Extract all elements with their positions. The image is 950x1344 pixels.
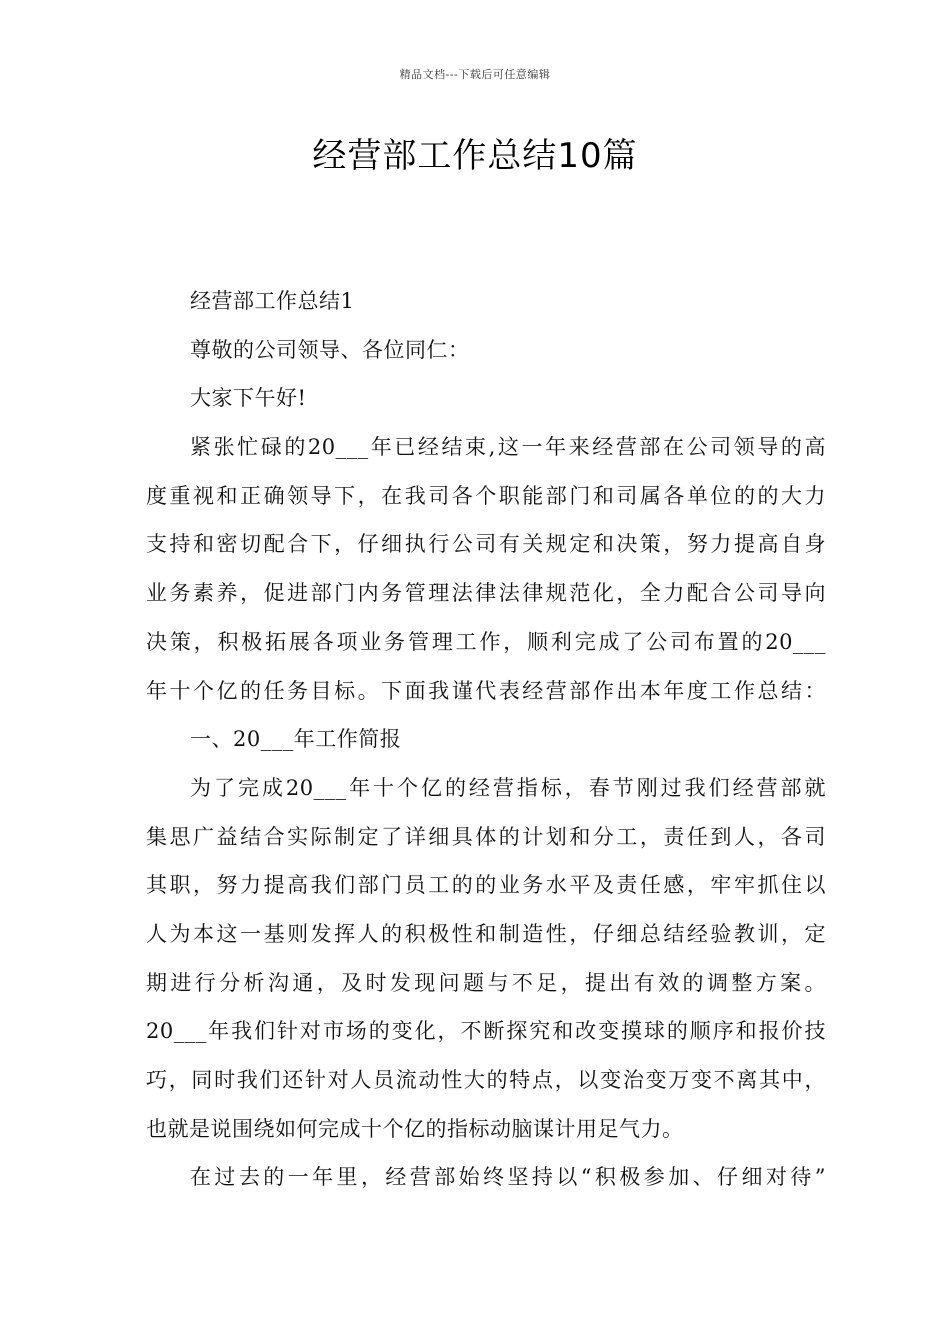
paragraph-line: 为了完成20___年十个亿的经营指标，春节刚过我们经营部就 (190, 775, 826, 800)
paragraph-line: 也就是说围绕如何完成十个亿的指标动脑谋计用足气力。 (146, 1116, 684, 1141)
paragraph-line: 人为本这一基则发挥人的积极性和制造性，仔细总结经验教训，定 (146, 921, 826, 946)
document-body (146, 283, 826, 1208)
paragraph-line: 巧，同时我们还针对人员流动性大的特点，以变治变万变不离其中， (146, 1068, 826, 1092)
paragraph-line: 决策，积极拓展各项业务管理工作，顺利完成了公司布置的20___ (146, 629, 826, 654)
paragraph-line: 紧张忙碌的20___年已经结束,这一年来经营部在公司领导的高 (190, 435, 826, 460)
paragraph-line: 20___年我们针对市场的变化，不断探究和改变摸球的顺序和报价技 (146, 1019, 826, 1044)
document-title: 经营部工作总结10篇 (312, 136, 638, 176)
paragraph-line: 业务素养，促进部门内务管理法律法律规范化，全力配合公司导向 (146, 581, 826, 606)
paragraph-line: 大家下午好! (190, 386, 307, 411)
paragraph-line: 在过去的一年里，经营部始终坚持以“积极参加、仔细对待” (190, 1165, 826, 1190)
paragraph-line: 其职，努力提高我们部门员工的的业务水平及责任感，牢牢抓住以 (146, 873, 826, 898)
paragraph-line: 支持和密切配合下，仔细执行公司有关规定和决策，努力提高自身 (146, 532, 826, 557)
header-watermark: 精品文档---下载后可任意编辑 (399, 68, 551, 81)
paragraph-line: 尊敬的公司领导、各位同仁： (190, 337, 470, 362)
paragraph-line: 年十个亿的任务目标。下面我谨代表经营部作出本年度工作总结： (146, 678, 826, 703)
paragraph-line: 期进行分析沟通，及时发现问题与不足，提出有效的调整方案。 (146, 970, 826, 995)
paragraph-line: 经营部工作总结1 (190, 289, 355, 313)
paragraph-line: 度重视和正确领导下，在我司各个职能部门和司属各单位的的大力 (146, 483, 826, 508)
paragraph-line: 一、20___年工作简报 (190, 727, 402, 752)
paragraph-line: 集思广益结合实际制定了详细具体的计划和分工，责任到人，各司 (146, 824, 826, 849)
